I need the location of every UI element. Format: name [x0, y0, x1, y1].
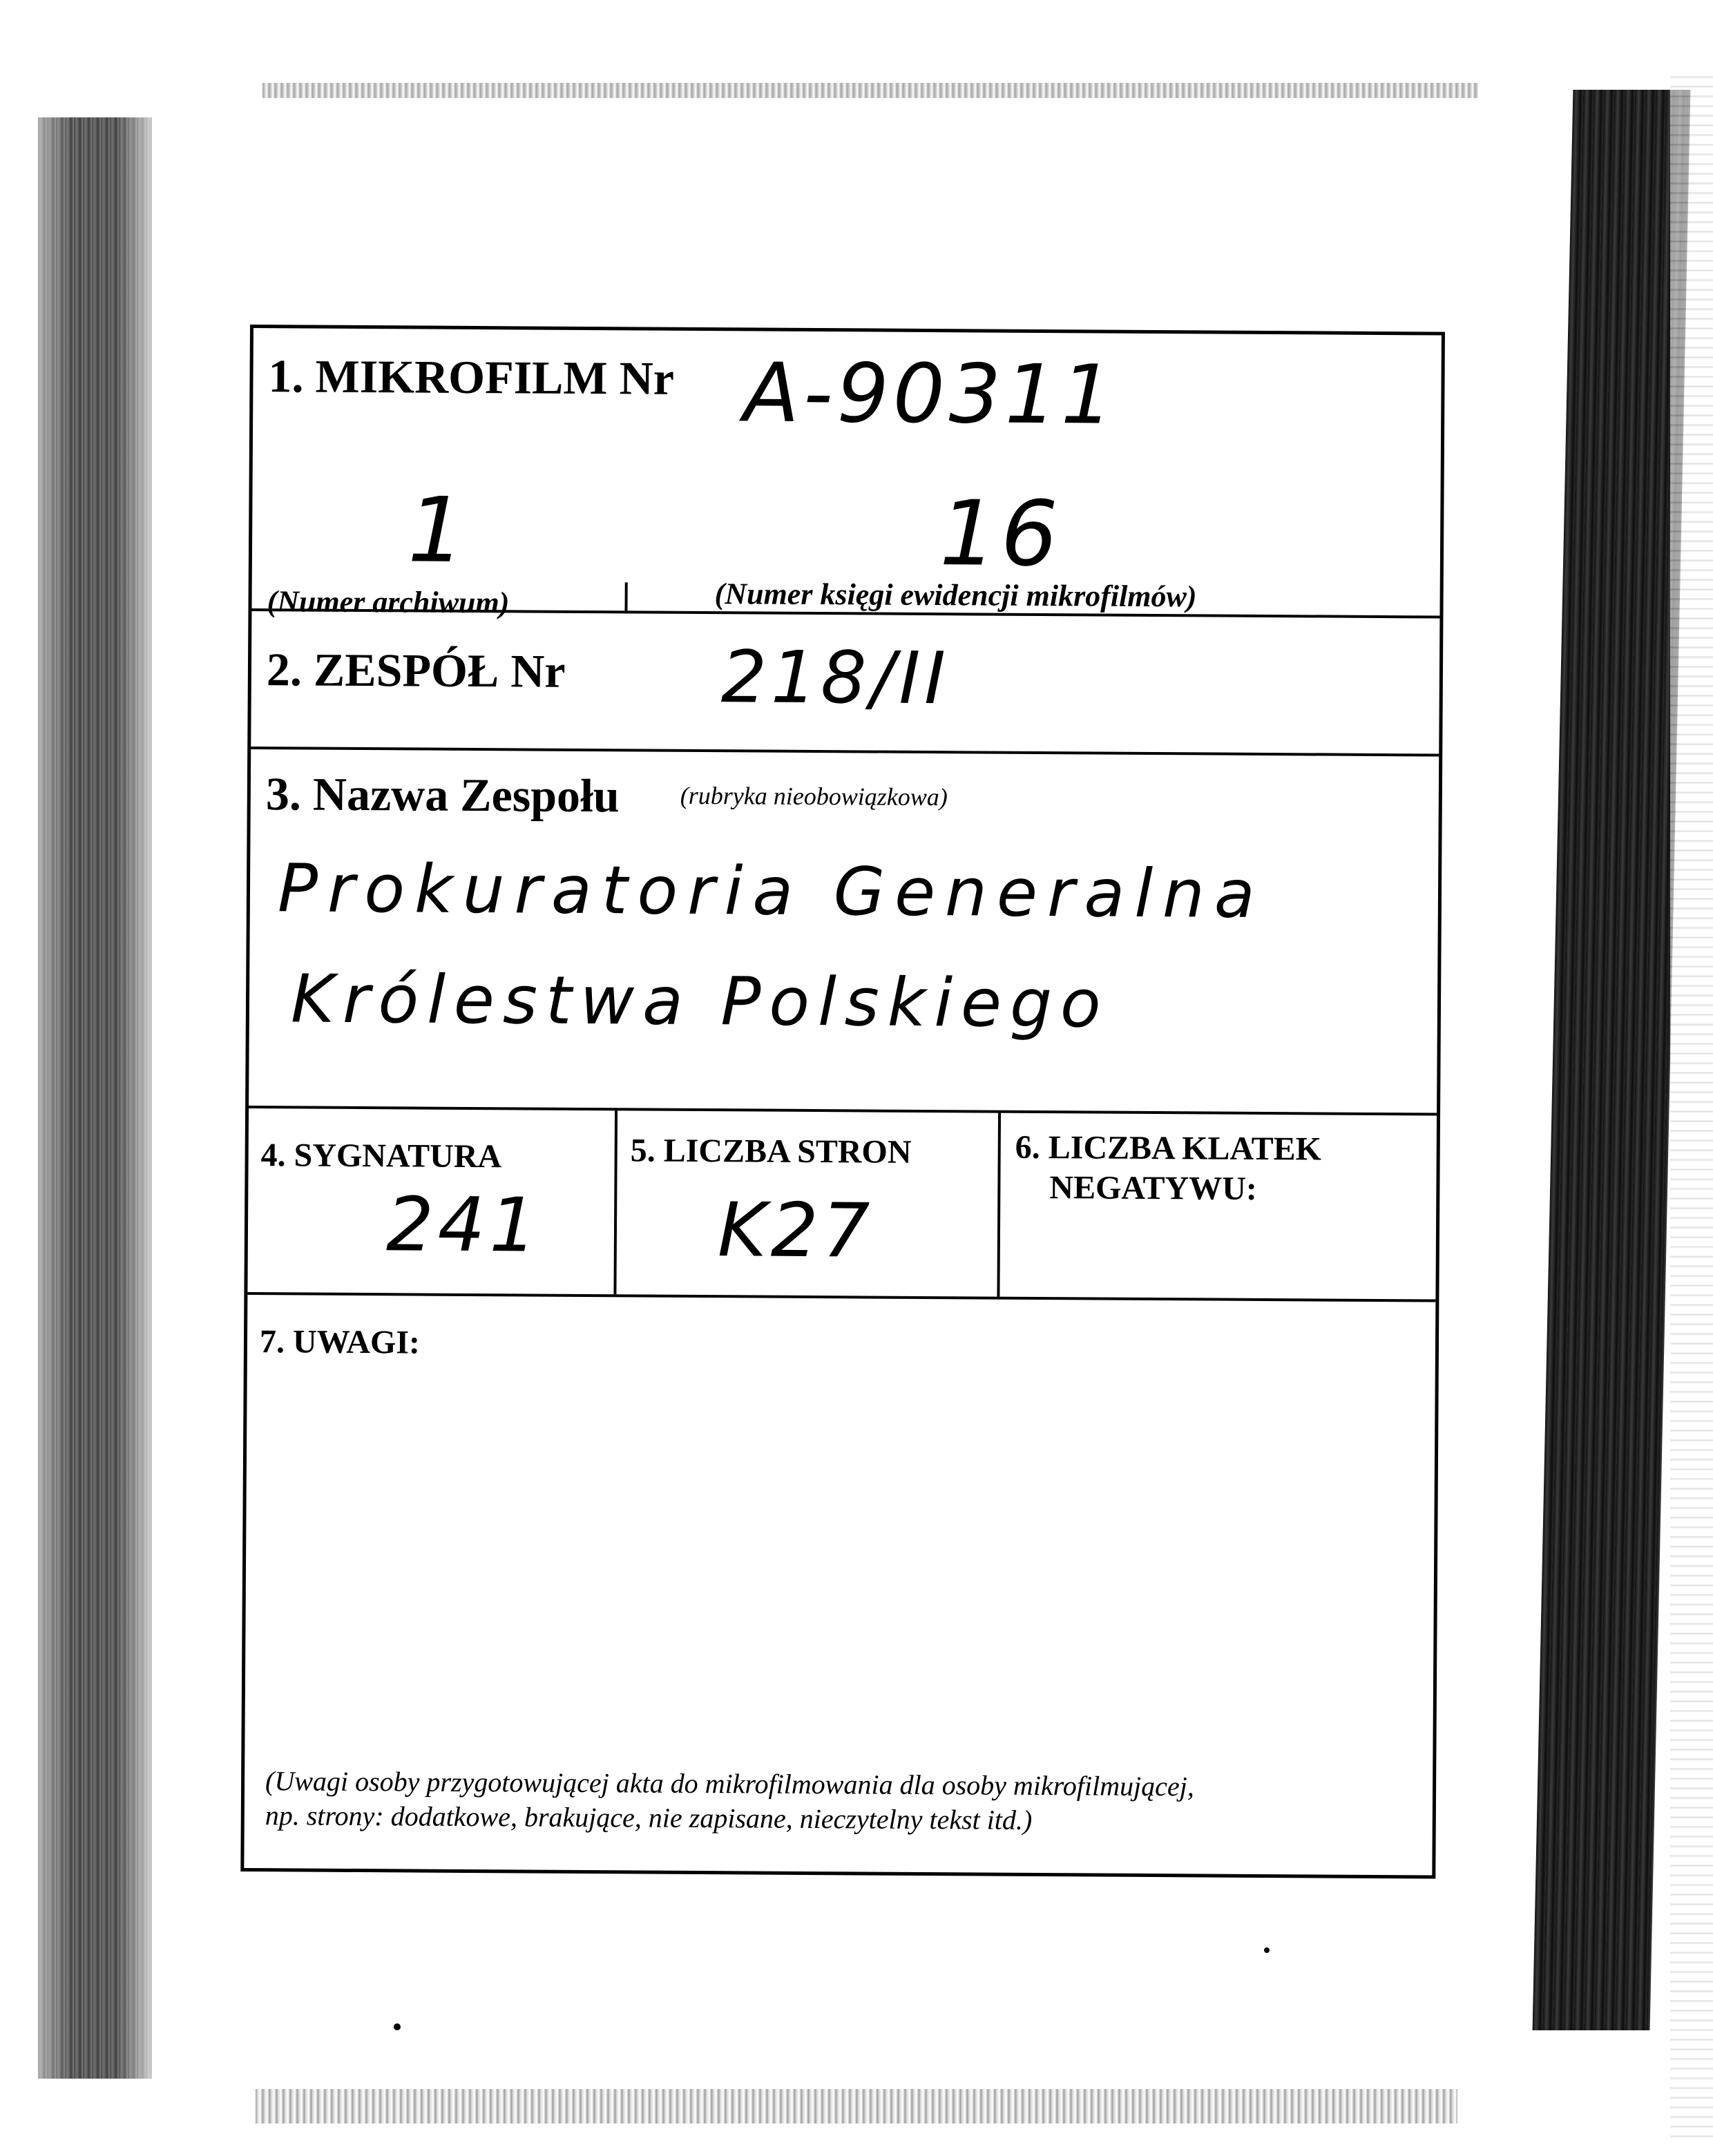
nazwa-zespolu-label: 3. Nazwa Zespołu — [265, 767, 620, 822]
register-number-handwritten: 16 — [939, 481, 1063, 587]
optional-hint: (rubryka nieobowiązkowa) — [680, 781, 948, 811]
sygnatura-label: 4. SYGNATURA — [260, 1137, 502, 1175]
section-uwagi — [244, 1295, 1435, 1875]
section-zespol — [251, 611, 1439, 757]
scan-speck — [1264, 1947, 1270, 1953]
liczba-klatek-label-line2: NEGATYWU: — [1049, 1169, 1257, 1207]
register-number-caption: (Numer księgi ewidencji mikrofilmów) — [714, 577, 1197, 614]
fond-name-line1-handwritten: Prokuratoria Generalna — [277, 849, 1265, 933]
scan-shadow-left — [38, 117, 152, 2079]
scan-edge-right — [1670, 69, 1713, 2141]
cell-divider — [997, 1113, 1001, 1297]
section-nazwa-zespolu — [249, 749, 1439, 1115]
zespol-number-handwritten: 218/II — [720, 635, 950, 721]
uwagi-note-line1: (Uwagi osoby przygotowującej akta do mikrofilmowania dla osoby mikrofilmującej, — [265, 1765, 1194, 1802]
scan-speck — [394, 2023, 401, 2030]
caption-divider — [624, 582, 627, 613]
microfilm-number-handwritten: A-90311 — [743, 345, 1118, 443]
scan-edge-top — [262, 83, 1478, 98]
section-counts — [247, 1108, 1437, 1302]
uwagi-label: 7. UWAGI: — [259, 1323, 421, 1361]
archive-number-caption: (Numer archiwum) — [267, 584, 510, 620]
microfilm-form — [240, 325, 1445, 1879]
fond-name-line2-handwritten: Królestwa Polskiego — [290, 960, 1110, 1043]
zespol-label: 2. ZESPÓŁ Nr — [266, 643, 566, 697]
liczba-klatek-label: 6. LICZBA KLATEK — [1015, 1128, 1322, 1168]
liczba-stron-label: 5. LICZBA STRON — [630, 1132, 912, 1171]
scan-shadow-right — [1533, 90, 1691, 2030]
uwagi-note-line2: np. strony: dodatkowe, brakujące, nie zapisane, nieczytelny tekst itd.) — [265, 1800, 1033, 1836]
cell-divider — [613, 1110, 618, 1294]
microfilm-label: 1. MIKROFILM Nr — [268, 349, 675, 405]
section-microfilm — [251, 328, 1441, 618]
archive-number-handwritten: 1 — [407, 477, 470, 583]
liczba-stron-value-handwritten: K27 — [717, 1187, 874, 1275]
sygnatura-value-handwritten: 241 — [385, 1182, 542, 1269]
scan-edge-bottom — [256, 2089, 1457, 2124]
